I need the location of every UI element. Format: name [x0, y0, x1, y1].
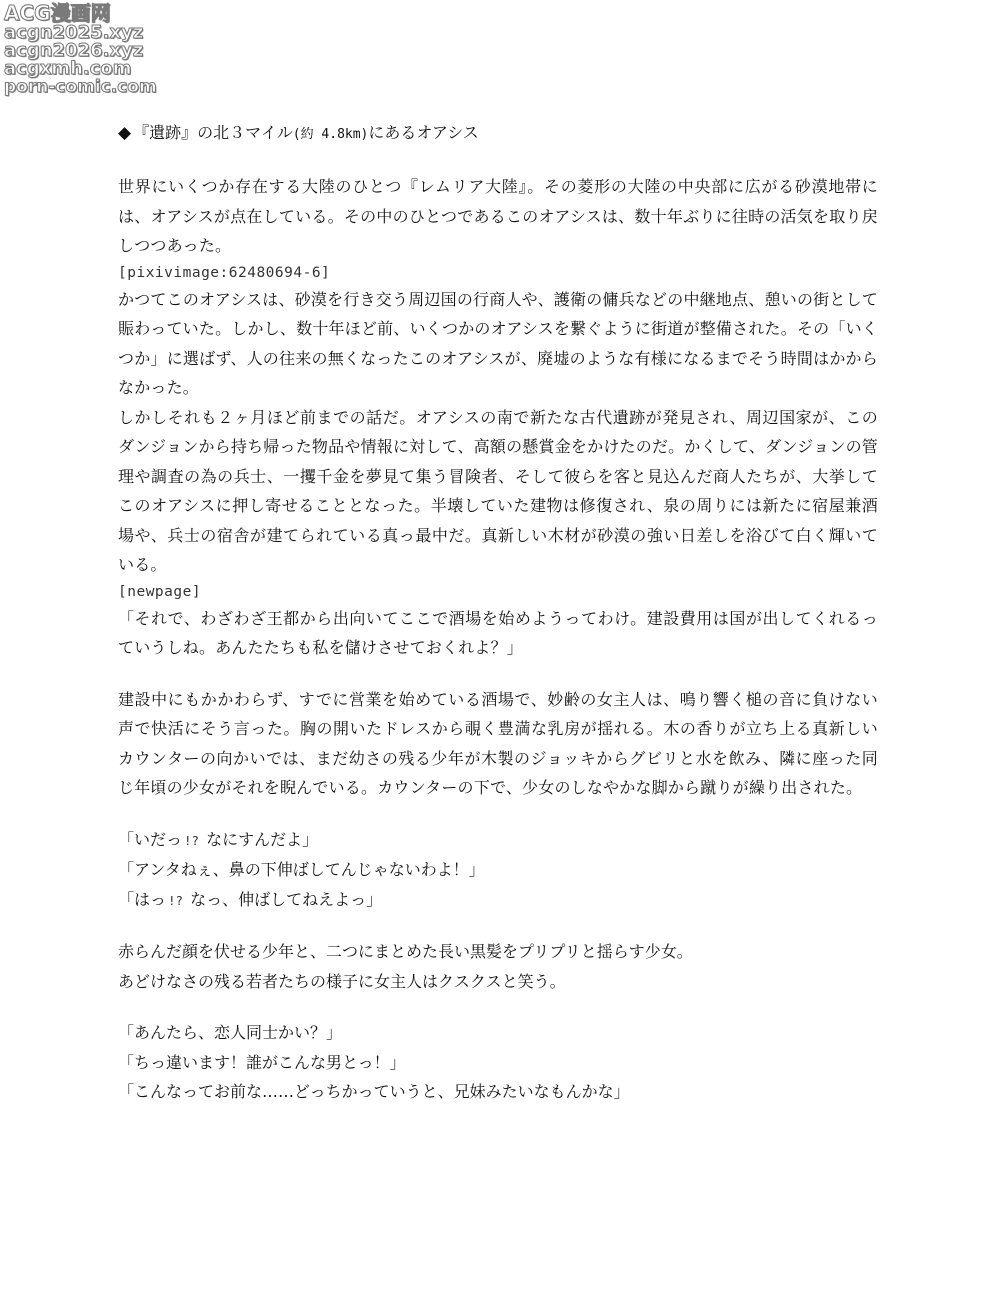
dialogue-line [118, 825, 878, 856]
diamond-icon: ◆ [118, 123, 132, 143]
paragraph-intro: 世界にいくつか存在する大陸のひとつ『レムリア大陸』。その菱形の大陸の中央部に広がる砂漠地帯には、オアシスが点在している。その中のひとつであるこのオアシスは、数十年ぶりに往時の活気を取り戻しつつあった。 [118, 177, 878, 255]
watermark-line: acgxmh.com [4, 58, 132, 79]
pixiv-image-tag: [pixivimage:62480694-6] [118, 264, 331, 281]
dialogue-line: 「あんたら、恋人同士かい？」 [118, 1023, 343, 1042]
dialogue-line [118, 885, 878, 916]
interrobang: !? [168, 892, 184, 908]
dialogue-line: 「こんなってお前な……どっちかっていうと、兄妹みたいなもんかな」 [118, 1082, 630, 1101]
dialogue-text: なにすんだよ」 [201, 829, 319, 849]
watermark-line: ACG漫画网 [4, 1, 111, 25]
spacer [118, 915, 878, 937]
watermark [4, 2, 157, 96]
paragraph-history: かつてこのオアシスは、砂漠を行き交う周辺国の行商人や、護衛の傭兵などの中継地点、憩いの街として賑わっていた。しかし、数十年ほど前、いくつかのオアシスを繋ぐように街道が整備された。その「いくつか」に選ばず、人の往来の無くなったこのオアシスが、廃墟のような有様になるまでそう時間はかからなかった。 [118, 289, 878, 397]
section-heading [118, 116, 878, 150]
dialogue-text: 「はっ [118, 889, 167, 909]
spacer [118, 663, 878, 685]
spacer [118, 803, 878, 825]
interrobang: !? [184, 832, 200, 848]
dialogue-text: 「いだっ [118, 829, 183, 849]
dialogue-line: 「ちっ違います！誰がこんな男とっ！」 [118, 1052, 406, 1072]
heading-distance: (約 4.8km) [292, 127, 369, 142]
watermark-line: porn-comic.com [4, 77, 157, 97]
paragraph-ruins: しかしそれも２ヶ月ほど前までの話だ。オアシスの南で新たな古代遺跡が発見され、周辺国家が、このダンジョンから持ち帰った物品や情報に対して、高額の懸賞金をかけたのだ。かくして、ダンジョンの管理や調査の為の兵士、一攫千金を夢見て集う冒険者、そして彼らを客と見込んだ商人たちが、大挙してこのオアシスに押し寄せることとなった。半壊していた建物は修復され、泉の周りには新たに宿屋兼酒場や、兵士の宿舎が建てられている真っ最中だ。真新しい木材が砂漠の強い日差しを浴びて白く輝いている。 [118, 407, 878, 574]
watermark-line: acgn2026.xyz [4, 40, 144, 61]
document-page [118, 116, 878, 1107]
dialogue-text: なっ、伸ばしてねえよっ」 [185, 889, 383, 909]
dialogue-line: 「アンタねぇ、鼻の下伸ばしてんじゃないわよ！」 [118, 860, 485, 879]
watermark-line: acgn2025.xyz [4, 22, 144, 43]
narration-line: 赤らんだ顔を伏せる少年と、二つにまとめた長い黒髪をプリプリと揺らす少女。 [118, 942, 693, 961]
paragraph-dialogue-hostess: 「それで、わざわざ王都から出向いてここで酒場を始めようってわけ。建設費用は国が出してくれるっていうしね。あんたたちも私を儲けさせておくれよ？」 [118, 608, 878, 657]
spacer [118, 996, 878, 1018]
paragraph-tavern: 建設中にもかかわらず、すでに営業を始めている酒場で、妙齢の女主人は、鳴り響く槌の音に負けない声で快活にそう言った。胸の開いたドレスから覗く豊満な乳房が揺れる。木の香りが立ち上る真新しいカウンターの向かいでは、まだ幼さの残る少年が木製のジョッキからグビリと水を飲み、隣に座った同じ年頃の少女がそれを睨んでいる。カウンターの下で、少女のしなやかな脚から蹴りが繰り出された。 [118, 689, 878, 797]
heading-text: 『遺跡』の北３マイル [133, 123, 293, 142]
heading-text-end: にあるオアシス [368, 123, 479, 142]
newpage-tag: [newpage] [118, 583, 202, 600]
narration-line: あどけなさの残る若者たちの様子に女主人はクスクスと笑う。 [118, 971, 566, 991]
